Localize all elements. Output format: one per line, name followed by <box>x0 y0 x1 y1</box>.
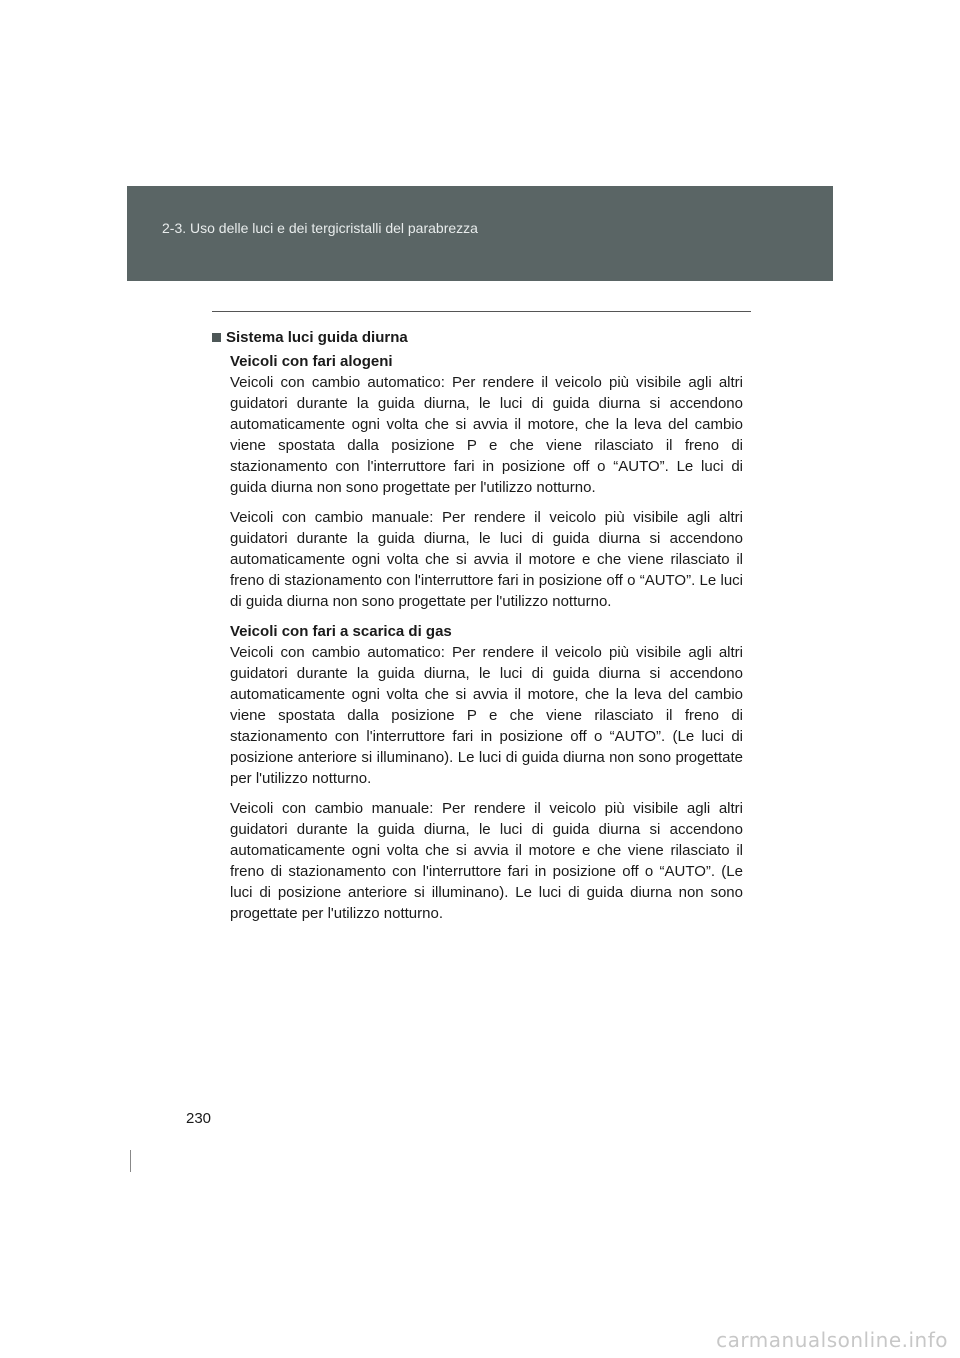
subheading-halogen: Veicoli con fari alogeni <box>230 353 393 370</box>
section-heading <box>212 327 743 348</box>
watermark: carmanualsonline.info <box>716 1328 948 1352</box>
margin-mark <box>130 1150 131 1172</box>
chapter-title: 2-3. Uso delle luci e dei tergicristalli del parabrezza <box>162 220 478 236</box>
section-divider <box>212 311 751 312</box>
paragraph-halogen-automatic: Veicoli con cambio automatico: Per rendere il veicolo più visibile agli altri guidatori durante la guida diurna, le luci di guida diurna si accendono automaticamente ogni volta che si avvia il motore, che la leva del cambio viene spostata dalla posizione P e che viene rilasciato il freno di stazionamento con l'interruttore fari in posizione off o “AUTO”. Le luci di guida diurna non sono progettate per l'utilizzo notturno. <box>230 374 743 496</box>
paragraph-gas-automatic: Veicoli con cambio automatico: Per rendere il veicolo più visibile agli altri guidatori durante la guida diurna, le luci di guida diurna si accendono automaticamente ogni volta che si avvia il motore, che la leva del cambio viene spostata dalla posizione P e che viene rilasciato il freno di stazionamento con l'interruttore fari in posizione off o “AUTO”. (Le luci di posizione anteriore si illuminano). Le luci di guida diurna non sono progettate per l'utilizzo notturno. <box>230 644 743 787</box>
section-heading-text: Sistema luci guida diurna <box>226 329 408 346</box>
subheading-gas-discharge: Veicoli con fari a scarica di gas <box>230 623 452 640</box>
paragraph-halogen-manual: Veicoli con cambio manuale: Per rendere il veicolo più visibile agli altri guidatori durante la guida diurna, le luci di guida diurna si accendono automaticamente ogni volta che si avvia il motore e che viene rilasciato il freno di stazionamento con l'interruttore fari in posizione off o “AUTO”. Le luci di guida diurna non sono progettate per l'utilizzo notturno. <box>230 509 743 610</box>
paragraph-gas-manual: Veicoli con cambio manuale: Per rendere il veicolo più visibile agli altri guidatori durante la guida diurna, le luci di guida diurna si accendono automaticamente ogni volta che si avvia il motore e che viene rilasciato il freno di stazionamento con l'interruttore fari in posizione off o “AUTO”. (Le luci di posizione anteriore si illuminano). Le luci di guida diurna non sono progettate per l'utilizzo notturno. <box>230 800 743 922</box>
square-bullet-icon <box>212 333 221 342</box>
section-content <box>212 351 743 924</box>
daytime-lights-section <box>212 327 743 924</box>
chapter-header-band <box>127 186 833 281</box>
page-number: 230 <box>186 1110 212 1127</box>
